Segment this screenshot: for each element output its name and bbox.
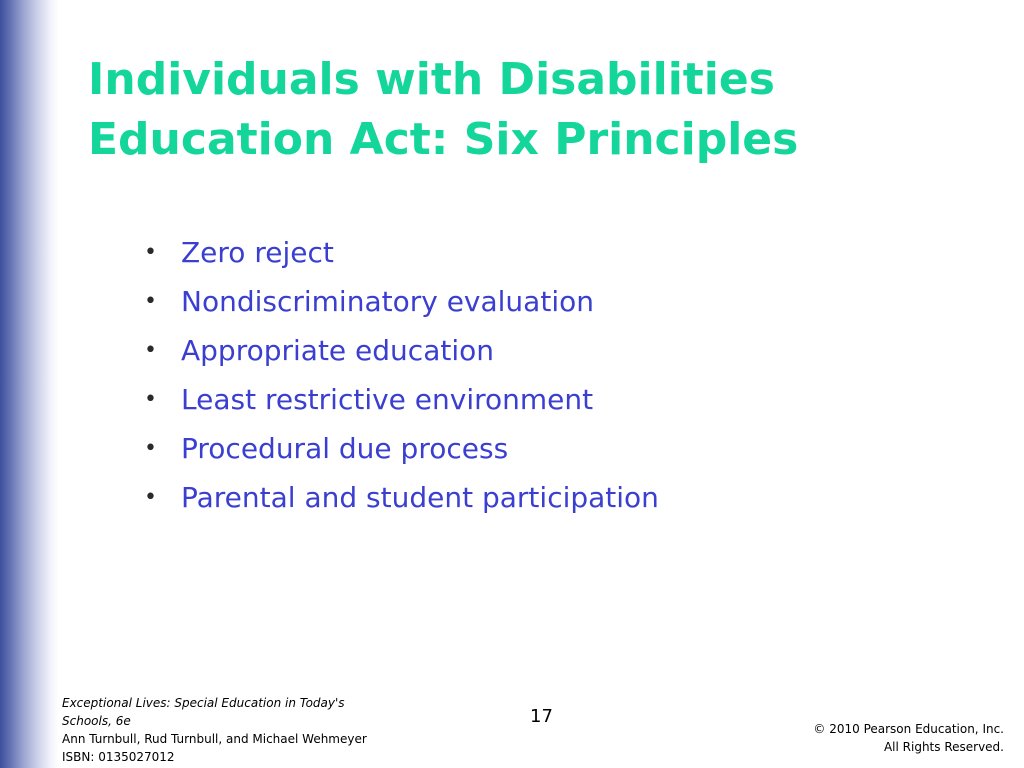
book-title-line-1: Exceptional Lives: Special Education in Today's (62, 696, 345, 710)
copyright-notice (813, 720, 1004, 756)
bullet-icon: • (144, 240, 157, 265)
rights-text: All Rights Reserved. (883, 740, 1004, 754)
book-title-line-2: Schools, 6e (62, 714, 131, 728)
list-item-text: Least restrictive environment (181, 383, 594, 416)
list-item-text: Zero reject (181, 236, 334, 269)
bullet-icon: • (144, 436, 157, 461)
list-item-text: Nondiscriminatory evaluation (181, 285, 594, 318)
list-item-text: Appropriate education (181, 334, 494, 367)
book-authors: Ann Turnbull, Rud Turnbull, and Michael Wehmeyer (62, 732, 367, 746)
principles-list (142, 228, 659, 522)
list-item-text: Procedural due process (181, 432, 509, 465)
side-gradient-band (0, 0, 58, 768)
slide-title-line-2: Education Act: Six Principles (88, 114, 799, 165)
book-citation (62, 694, 402, 766)
slide-title (88, 50, 988, 170)
list-item (142, 424, 659, 473)
slide-title-line-1: Individuals with Disabilities (88, 54, 775, 105)
copyright-text: © 2010 Pearson Education, Inc. (813, 722, 1004, 736)
bullet-icon: • (144, 485, 157, 510)
list-item (142, 473, 659, 522)
bullet-icon: • (144, 289, 157, 314)
page-number: 17 (530, 706, 553, 727)
book-isbn: ISBN: 0135027012 (62, 750, 175, 764)
list-item (142, 228, 659, 277)
list-item (142, 375, 659, 424)
bullet-icon: • (144, 387, 157, 412)
list-item-text: Parental and student participation (181, 481, 659, 514)
bullet-icon: • (144, 338, 157, 363)
list-item (142, 326, 659, 375)
list-item (142, 277, 659, 326)
